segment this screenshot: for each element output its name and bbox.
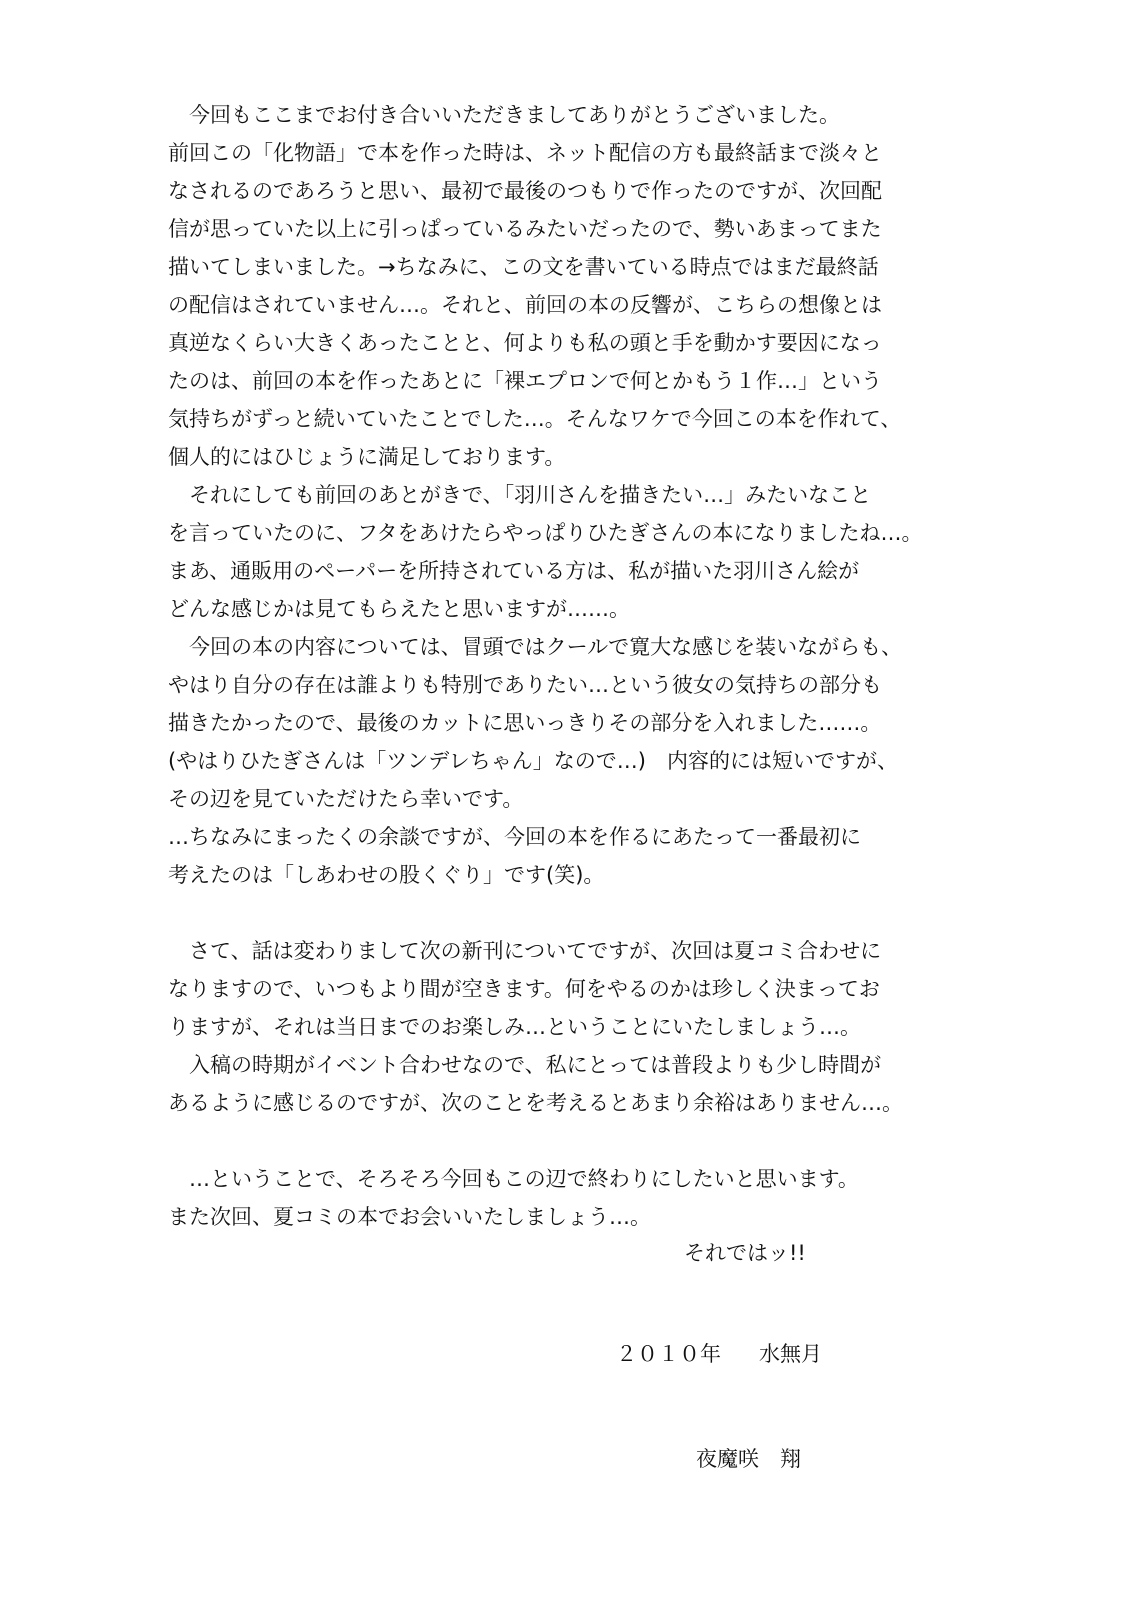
text-line: …ちなみにまったくの余談ですが、今回の本を作るにあたって一番最初に: [168, 825, 861, 849]
text-line: 考えたのは「しあわせの股くぐり」です(笑)。: [168, 863, 605, 887]
paragraph-spacer: [168, 894, 968, 932]
text-line: その辺を見ていただけたら幸いです。: [168, 787, 524, 811]
text-line: の配信はされていません…。それと、前回の本の反響が、こちらの想像とは: [168, 293, 882, 317]
signoff: それではッ!!: [684, 1241, 806, 1265]
text-line: 今回もここまでお付き合いいただきましてありがとうございました。: [168, 103, 840, 127]
author-name: 夜魔咲 翔: [696, 1447, 801, 1471]
text-line: それにしても前回のあとがきで、「羽川さんを描きたい…」みたいなこと: [168, 483, 872, 507]
text-line: たのは、前回の本を作ったあとに「裸エプロンで何とかもう１作…」という: [168, 369, 882, 393]
text-line: なりますので、いつもより間が空きます。何をやるのかは珍しく決まってお: [168, 977, 880, 1001]
text-line: あるように感じるのですが、次のことを考えるとあまり余裕はありません…。: [168, 1091, 903, 1115]
text-line: 描いてしまいました。→ちなみに、この文を書いている時点ではまだ最終話: [168, 255, 879, 279]
paragraph-content: [168, 628, 968, 894]
paragraph-hanekawa: [168, 476, 968, 628]
text-line: なされるのであろうと思い、最初で最後のつもりで作ったのですが、次回配: [168, 179, 882, 203]
paragraph-next-release: [168, 932, 968, 1122]
text-line: 今回の本の内容については、冒頭ではクールで寛大な感じを装いながらも、: [168, 635, 903, 659]
text-line: 真逆なくらい大きくあったことと、何よりも私の頭と手を動かす要因になっ: [168, 331, 882, 355]
date-month: 水無月: [759, 1342, 822, 1366]
text-line: 描きたかったので、最後のカットに思いっきりその部分を入れました……。: [168, 711, 882, 735]
text-line: どんな感じかは見てもらえたと思いますが……。: [168, 597, 630, 621]
text-line: (やはりひたぎさんは「ツンデレちゃん」なので…) 内容的には短いですが、: [168, 749, 898, 773]
text-line: 入稿の時期がイベント合わせなので、私にとっては普段よりも少し時間が: [168, 1053, 882, 1077]
date-year: ２０１０年: [616, 1342, 721, 1366]
text-line: …ということで、そろそろ今回もこの辺で終わりにしたいと思います。: [168, 1167, 859, 1191]
text-line: を言っていたのに、フタをあけたらやっぱりひたぎさんの本になりましたね…。: [168, 521, 923, 545]
date-line: [616, 1335, 822, 1373]
text-line: さて、話は変わりまして次の新刊についてですが、次回は夏コミ合わせに: [168, 939, 882, 963]
text-line: 個人的にはひじょうに満足しております。: [168, 445, 566, 469]
paragraph-closing: [168, 1160, 968, 1236]
text-line: また次回、夏コミの本でお会いいたしましょう…。: [168, 1205, 651, 1229]
afterword-body: [168, 96, 968, 1236]
paragraph-spacer: [168, 1122, 968, 1160]
text-line: 気持ちがずっと続いていたことでした…。そんなワケで今回この本を作れて、: [168, 407, 902, 431]
text-line: りますが、それは当日までのお楽しみ…ということにいたしましょう…。: [168, 1015, 861, 1039]
text-line: やはり自分の存在は誰よりも特別でありたい…という彼女の気持ちの部分も: [168, 673, 882, 697]
paragraph-thanks: [168, 96, 968, 476]
text-line: 信が思っていた以上に引っぱっているみたいだったので、勢いあまってまた: [168, 217, 882, 241]
text-line: まあ、通販用のペーパーを所持されている方は、私が描いた羽川さん絵が: [168, 559, 860, 583]
text-line: 前回この「化物語」で本を作った時は、ネット配信の方も最終話まで淡々と: [168, 141, 882, 165]
